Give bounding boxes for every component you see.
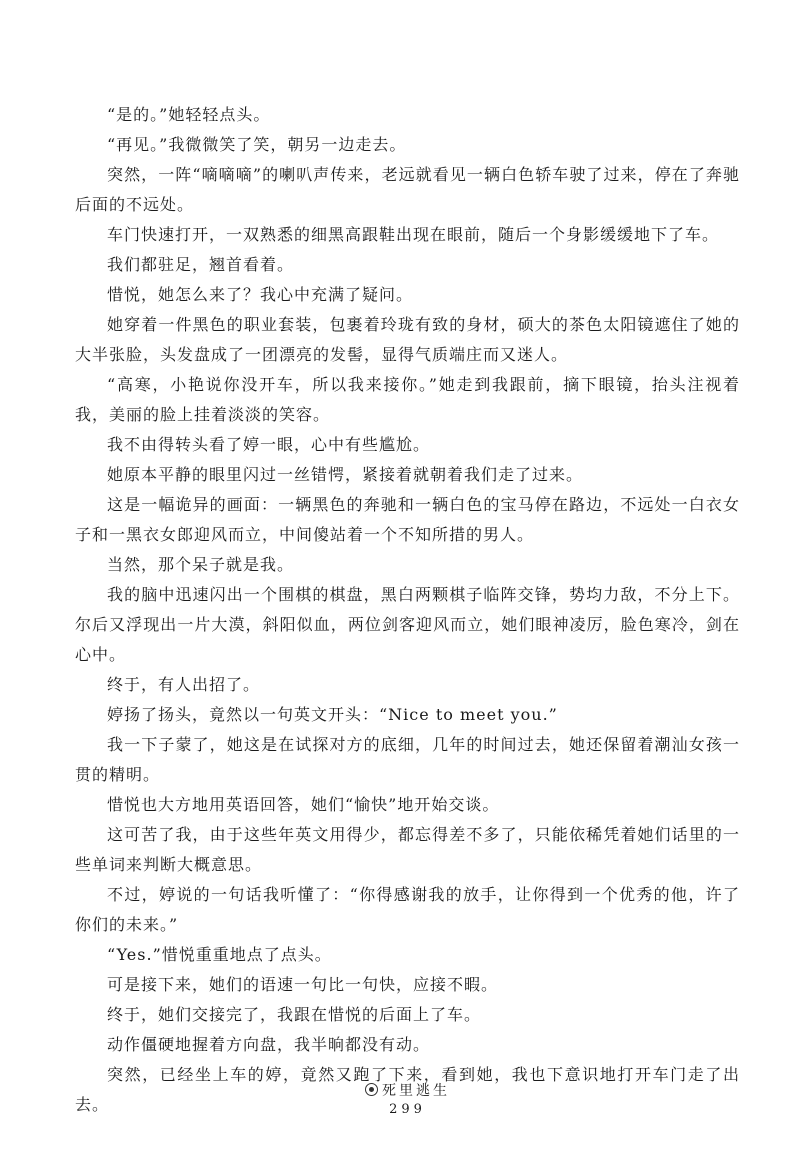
paragraph: 这是一幅诡异的画面：一辆黑色的奔驰和一辆白色的宝马停在路边，不远处一白衣女子和一黑衣女郎迎风而立，中间傻站着一个不知所措的男人。 [75, 495, 740, 544]
paragraph: 惜悦也大方地用英语回答，她们“愉快”地开始交谈。 [107, 795, 500, 814]
book-page [75, 0, 740, 1151]
paragraph: 惜悦，她怎么来了？我心中充满了疑问。 [107, 285, 414, 304]
paragraph: 车门快速打开，一双熟悉的细黑高跟鞋出现在眼前，随后一个身影缓缓地下了车。 [107, 225, 720, 244]
book-title: 死里逃生 [382, 1083, 450, 1099]
paragraph: “是的。”她轻轻点头。 [107, 105, 271, 124]
paragraph: 可是接下来，她们的语速一句比一句快，应接不暇。 [107, 975, 499, 994]
paragraph: 这可苦了我，由于这些年英文用得少，都忘得差不多了，只能依稀凭着她们话里的一些单词来判断大概意思。 [75, 825, 740, 874]
paragraph: 突然，已经坐上车的婷，竟然又跑了下来，看到她，我也下意识地打开车门走了出去。 [75, 1065, 740, 1114]
paragraph: 突然，一阵“嘀嘀嘀”的喇叭声传来，老远就看见一辆白色轿车驶了过来，停在了奔驰后面的不远处。 [75, 165, 740, 214]
paragraph: “再见。”我微微笑了笑，朝另一边走去。 [107, 135, 407, 154]
paragraph: 我的脑中迅速闪出一个围棋的棋盘，黑白两颗棋子临阵交锋，势均力敌，不分上下。尔后又浮现出一片大漠，斜阳似血，两位剑客迎风而立，她们眼神凌厉，脸色寒冷，剑在心中。 [75, 585, 740, 664]
paragraph: 终于，有人出招了。 [107, 675, 261, 694]
ornament-icon [365, 1083, 378, 1096]
paragraph: 我们都驻足，翘首看着。 [107, 255, 295, 274]
paragraph: 她穿着一件黑色的职业套装，包裹着玲珑有致的身材，硕大的茶色太阳镜遮住了她的大半张脸，头发盘成了一团漂亮的发髻，显得气质端庄而又迷人。 [75, 315, 740, 364]
paragraph: 不过，婷说的一句话我听懂了：“你得感谢我的放手，让你得到一个优秀的他，许了你们的未来。” [75, 885, 740, 934]
paragraph: “高寒，小艳说你没开车，所以我来接你。”她走到我跟前，摘下眼镜，抬头注视着我，美丽的脸上挂着淡淡的笑容。 [75, 375, 740, 424]
paragraph: 我一下子蒙了，她这是在试探对方的底细，几年的时间过去，她还保留着潮汕女孩一贯的精明。 [75, 735, 740, 784]
paragraph: 婷扬了扬头，竟然以一句英文开头：“Nice to meet you.” [107, 705, 558, 724]
paragraph: “Yes.”惜悦重重地点了点头。 [107, 945, 332, 964]
paragraph: 当然，那个呆子就是我。 [107, 555, 295, 574]
paragraph: 动作僵硬地握着方向盘，我半晌都没有动。 [107, 1035, 431, 1054]
body-text [75, 100, 740, 1120]
paragraph: 她原本平静的眼里闪过一丝错愕，紧接着就朝着我们走了过来。 [107, 465, 584, 484]
page-number: 299 [389, 1102, 426, 1117]
running-footer [75, 1080, 740, 1100]
paragraph: 终于，她们交接完了，我跟在惜悦的后面上了车。 [107, 1005, 482, 1024]
paragraph: 我不由得转头看了婷一眼，心中有些尴尬。 [107, 435, 431, 454]
